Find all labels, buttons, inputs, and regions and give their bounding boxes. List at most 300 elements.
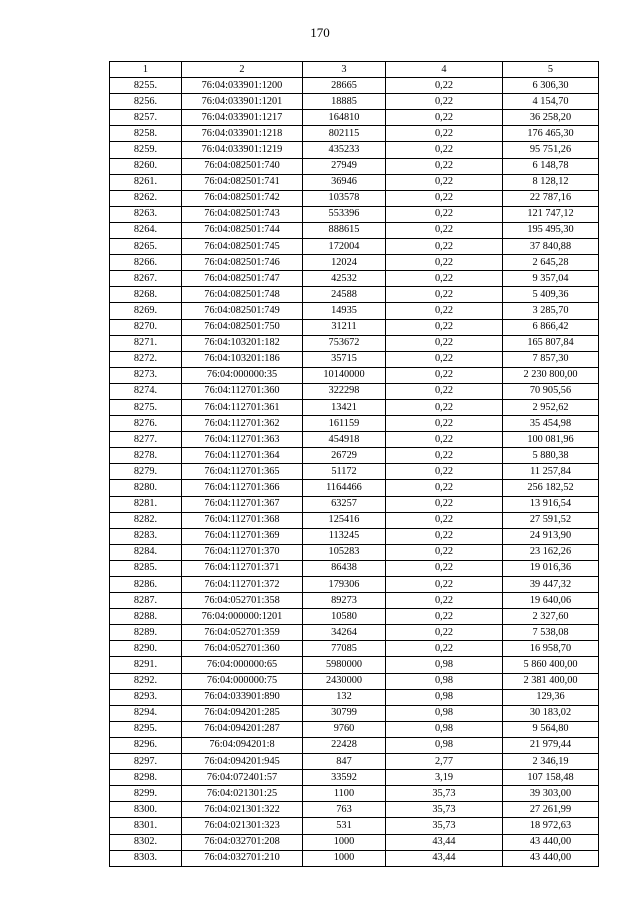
table-row <box>110 818 599 834</box>
cadastral-number-cell: 76:04:112701:370 <box>182 544 303 560</box>
rate-cell: 0,22 <box>386 464 503 480</box>
table-row <box>110 834 599 850</box>
row-number-cell: 8274. <box>110 383 182 399</box>
rate-cell: 0,22 <box>386 174 503 190</box>
table-row <box>110 786 599 802</box>
table-row <box>110 770 599 786</box>
amount-cell: 107 158,48 <box>503 770 599 786</box>
rate-cell: 0,22 <box>386 416 503 432</box>
table-row <box>110 78 599 94</box>
rate-cell: 0,22 <box>386 190 503 206</box>
table-row <box>110 721 599 737</box>
row-number-cell: 8289. <box>110 625 182 641</box>
rate-cell: 0,22 <box>386 78 503 94</box>
row-number-cell: 8260. <box>110 158 182 174</box>
cadastral-number-cell: 76:04:000000:75 <box>182 673 303 689</box>
row-number-cell: 8259. <box>110 142 182 158</box>
cadastral-number-cell: 76:04:052701:360 <box>182 641 303 657</box>
table-row <box>110 206 599 222</box>
rate-cell: 0,22 <box>386 158 503 174</box>
table-row <box>110 174 599 190</box>
table-row <box>110 399 599 415</box>
amount-cell: 23 162,26 <box>503 544 599 560</box>
table-row <box>110 287 599 303</box>
rate-cell: 0,22 <box>386 271 503 287</box>
table-header-row <box>110 62 599 78</box>
area-cell: 1000 <box>303 834 386 850</box>
amount-cell: 3 285,70 <box>503 303 599 319</box>
table-row <box>110 850 599 866</box>
amount-cell: 6 148,78 <box>503 158 599 174</box>
amount-cell: 43 440,00 <box>503 850 599 866</box>
amount-cell: 6 306,30 <box>503 78 599 94</box>
row-number-cell: 8272. <box>110 351 182 367</box>
area-cell: 1100 <box>303 786 386 802</box>
table-row <box>110 593 599 609</box>
row-number-cell: 8294. <box>110 705 182 721</box>
amount-cell: 11 257,84 <box>503 464 599 480</box>
amount-cell: 36 258,20 <box>503 110 599 126</box>
area-cell: 179306 <box>303 577 386 593</box>
rate-cell: 0,98 <box>386 721 503 737</box>
cadastral-number-cell: 76:04:082501:746 <box>182 255 303 271</box>
row-number-cell: 8292. <box>110 673 182 689</box>
row-number-cell: 8280. <box>110 480 182 496</box>
row-number-cell: 8265. <box>110 239 182 255</box>
area-cell: 2430000 <box>303 673 386 689</box>
cadastral-number-cell: 76:04:033901:1219 <box>182 142 303 158</box>
row-number-cell: 8291. <box>110 657 182 673</box>
row-number-cell: 8258. <box>110 126 182 142</box>
cadastral-number-cell: 76:04:082501:749 <box>182 303 303 319</box>
amount-cell: 30 183,02 <box>503 705 599 721</box>
area-cell: 10580 <box>303 609 386 625</box>
rate-cell: 0,22 <box>386 448 503 464</box>
area-cell: 161159 <box>303 416 386 432</box>
rate-cell: 0,22 <box>386 625 503 641</box>
cadastral-number-cell: 76:04:033901:1218 <box>182 126 303 142</box>
amount-cell: 43 440,00 <box>503 834 599 850</box>
amount-cell: 2 230 800,00 <box>503 367 599 383</box>
area-cell: 24588 <box>303 287 386 303</box>
rate-cell: 0,22 <box>386 319 503 335</box>
amount-cell: 256 182,52 <box>503 480 599 496</box>
row-number-cell: 8284. <box>110 544 182 560</box>
cadastral-number-cell: 76:04:112701:361 <box>182 399 303 415</box>
amount-cell: 70 905,56 <box>503 383 599 399</box>
amount-cell: 129,36 <box>503 689 599 705</box>
rate-cell: 0,22 <box>386 335 503 351</box>
rate-cell: 0,22 <box>386 367 503 383</box>
cadastral-number-cell: 76:04:094201:8 <box>182 737 303 753</box>
rate-cell: 0,22 <box>386 383 503 399</box>
area-cell: 13421 <box>303 399 386 415</box>
rate-cell: 3,19 <box>386 770 503 786</box>
amount-cell: 19 016,36 <box>503 560 599 576</box>
rate-cell: 0,22 <box>386 593 503 609</box>
row-number-cell: 8286. <box>110 577 182 593</box>
rate-cell: 0,22 <box>386 110 503 126</box>
row-number-cell: 8257. <box>110 110 182 126</box>
rate-cell: 0,22 <box>386 512 503 528</box>
rate-cell: 0,22 <box>386 206 503 222</box>
row-number-cell: 8277. <box>110 432 182 448</box>
row-number-cell: 8268. <box>110 287 182 303</box>
area-cell: 1000 <box>303 850 386 866</box>
area-cell: 26729 <box>303 448 386 464</box>
amount-cell: 5 860 400,00 <box>503 657 599 673</box>
area-cell: 435233 <box>303 142 386 158</box>
table-row <box>110 528 599 544</box>
table-row <box>110 255 599 271</box>
amount-cell: 27 261,99 <box>503 802 599 818</box>
rate-cell: 0,22 <box>386 222 503 238</box>
area-cell: 14935 <box>303 303 386 319</box>
row-number-cell: 8298. <box>110 770 182 786</box>
amount-cell: 19 640,06 <box>503 593 599 609</box>
amount-cell: 18 972,63 <box>503 818 599 834</box>
table-row <box>110 480 599 496</box>
rate-cell: 0,22 <box>386 303 503 319</box>
amount-cell: 95 751,26 <box>503 142 599 158</box>
cadastral-number-cell: 76:04:082501:748 <box>182 287 303 303</box>
cadastral-number-cell: 76:04:033901:890 <box>182 689 303 705</box>
row-number-cell: 8278. <box>110 448 182 464</box>
cadastral-number-cell: 76:04:033901:1201 <box>182 94 303 110</box>
area-cell: 322298 <box>303 383 386 399</box>
area-cell: 753672 <box>303 335 386 351</box>
area-cell: 22428 <box>303 737 386 753</box>
cadastral-number-cell: 76:04:082501:740 <box>182 158 303 174</box>
rate-cell: 0,98 <box>386 673 503 689</box>
area-cell: 10140000 <box>303 367 386 383</box>
rate-cell: 0,22 <box>386 496 503 512</box>
table-row <box>110 110 599 126</box>
rate-cell: 0,22 <box>386 560 503 576</box>
area-cell: 51172 <box>303 464 386 480</box>
cadastral-number-cell: 76:04:000000:35 <box>182 367 303 383</box>
amount-cell: 9 564,80 <box>503 721 599 737</box>
table-row <box>110 609 599 625</box>
area-cell: 553396 <box>303 206 386 222</box>
row-number-cell: 8256. <box>110 94 182 110</box>
cadastral-number-cell: 76:04:112701:369 <box>182 528 303 544</box>
area-cell: 77085 <box>303 641 386 657</box>
area-cell: 63257 <box>303 496 386 512</box>
rate-cell: 43,44 <box>386 834 503 850</box>
amount-cell: 2 645,28 <box>503 255 599 271</box>
table-row <box>110 577 599 593</box>
amount-cell: 5 409,36 <box>503 287 599 303</box>
cadastral-number-cell: 76:04:052701:358 <box>182 593 303 609</box>
row-number-cell: 8303. <box>110 850 182 866</box>
rate-cell: 0,22 <box>386 528 503 544</box>
row-number-cell: 8266. <box>110 255 182 271</box>
table-row <box>110 560 599 576</box>
area-cell: 172004 <box>303 239 386 255</box>
row-number-cell: 8296. <box>110 737 182 753</box>
cadastral-number-cell: 76:04:021301:323 <box>182 818 303 834</box>
area-cell: 34264 <box>303 625 386 641</box>
row-number-cell: 8293. <box>110 689 182 705</box>
table-row <box>110 705 599 721</box>
amount-cell: 39 303,00 <box>503 786 599 802</box>
row-number-cell: 8290. <box>110 641 182 657</box>
cadastral-number-cell: 76:04:094201:945 <box>182 754 303 770</box>
cadastral-number-cell: 76:04:112701:366 <box>182 480 303 496</box>
area-cell: 36946 <box>303 174 386 190</box>
table-row <box>110 351 599 367</box>
cadastral-number-cell: 76:04:082501:741 <box>182 174 303 190</box>
area-cell: 103578 <box>303 190 386 206</box>
amount-cell: 176 465,30 <box>503 126 599 142</box>
area-cell: 847 <box>303 754 386 770</box>
table-row <box>110 416 599 432</box>
cadastral-number-cell: 76:04:112701:360 <box>182 383 303 399</box>
rate-cell: 0,98 <box>386 737 503 753</box>
cadastral-number-cell: 76:04:021301:322 <box>182 802 303 818</box>
row-number-cell: 8283. <box>110 528 182 544</box>
rate-cell: 0,22 <box>386 577 503 593</box>
row-number-cell: 8269. <box>110 303 182 319</box>
rate-cell: 2,77 <box>386 754 503 770</box>
table-body <box>110 78 599 867</box>
area-cell: 33592 <box>303 770 386 786</box>
area-cell: 86438 <box>303 560 386 576</box>
amount-cell: 21 979,44 <box>503 737 599 753</box>
area-cell: 164810 <box>303 110 386 126</box>
amount-cell: 13 916,54 <box>503 496 599 512</box>
area-cell: 28665 <box>303 78 386 94</box>
cadastral-number-cell: 76:04:052701:359 <box>182 625 303 641</box>
cadastral-number-cell: 76:04:094201:287 <box>182 721 303 737</box>
table-row <box>110 754 599 770</box>
row-number-cell: 8302. <box>110 834 182 850</box>
row-number-cell: 8279. <box>110 464 182 480</box>
row-number-cell: 8262. <box>110 190 182 206</box>
cadastral-number-cell: 76:04:112701:365 <box>182 464 303 480</box>
row-number-cell: 8263. <box>110 206 182 222</box>
table-row <box>110 689 599 705</box>
table-row <box>110 239 599 255</box>
area-cell: 132 <box>303 689 386 705</box>
amount-cell: 24 913,90 <box>503 528 599 544</box>
table-row <box>110 367 599 383</box>
table-row <box>110 222 599 238</box>
cadastral-number-cell: 76:04:082501:747 <box>182 271 303 287</box>
row-number-cell: 8297. <box>110 754 182 770</box>
row-number-cell: 8287. <box>110 593 182 609</box>
area-cell: 27949 <box>303 158 386 174</box>
rate-cell: 0,22 <box>386 287 503 303</box>
table-row <box>110 657 599 673</box>
amount-cell: 195 495,30 <box>503 222 599 238</box>
table-row <box>110 496 599 512</box>
amount-cell: 35 454,98 <box>503 416 599 432</box>
rate-cell: 0,22 <box>386 126 503 142</box>
amount-cell: 16 958,70 <box>503 641 599 657</box>
amount-cell: 8 128,12 <box>503 174 599 190</box>
amount-cell: 39 447,32 <box>503 577 599 593</box>
row-number-cell: 8299. <box>110 786 182 802</box>
amount-cell: 22 787,16 <box>503 190 599 206</box>
cadastral-number-cell: 76:04:032701:210 <box>182 850 303 866</box>
table-row <box>110 319 599 335</box>
rate-cell: 0,22 <box>386 142 503 158</box>
cadastral-number-cell: 76:04:112701:368 <box>182 512 303 528</box>
amount-cell: 7 857,30 <box>503 351 599 367</box>
rate-cell: 0,22 <box>386 399 503 415</box>
cadastral-number-cell: 76:04:112701:362 <box>182 416 303 432</box>
row-number-cell: 8295. <box>110 721 182 737</box>
column-header-5: 5 <box>503 62 599 78</box>
area-cell: 18885 <box>303 94 386 110</box>
area-cell: 42532 <box>303 271 386 287</box>
column-header-2: 2 <box>182 62 303 78</box>
cadastral-number-cell: 76:04:082501:742 <box>182 190 303 206</box>
rate-cell: 0,22 <box>386 609 503 625</box>
rate-cell: 0,98 <box>386 657 503 673</box>
amount-cell: 100 081,96 <box>503 432 599 448</box>
amount-cell: 2 952,62 <box>503 399 599 415</box>
area-cell: 454918 <box>303 432 386 448</box>
row-number-cell: 8270. <box>110 319 182 335</box>
cadastral-number-cell: 76:04:082501:744 <box>182 222 303 238</box>
table-row <box>110 673 599 689</box>
cadastral-number-cell: 76:04:112701:371 <box>182 560 303 576</box>
cadastral-number-cell: 76:04:112701:364 <box>182 448 303 464</box>
table-row <box>110 271 599 287</box>
table-row <box>110 432 599 448</box>
area-cell: 888615 <box>303 222 386 238</box>
rate-cell: 0,22 <box>386 239 503 255</box>
rate-cell: 0,22 <box>386 351 503 367</box>
table-row <box>110 126 599 142</box>
row-number-cell: 8301. <box>110 818 182 834</box>
table-row <box>110 544 599 560</box>
amount-cell: 37 840,88 <box>503 239 599 255</box>
row-number-cell: 8288. <box>110 609 182 625</box>
row-number-cell: 8275. <box>110 399 182 415</box>
amount-cell: 2 327,60 <box>503 609 599 625</box>
rate-cell: 35,73 <box>386 786 503 802</box>
cadastral-number-cell: 76:04:094201:285 <box>182 705 303 721</box>
cadastral-number-cell: 76:04:112701:372 <box>182 577 303 593</box>
amount-cell: 2 381 400,00 <box>503 673 599 689</box>
amount-cell: 5 880,38 <box>503 448 599 464</box>
table-row <box>110 464 599 480</box>
area-cell: 89273 <box>303 593 386 609</box>
cadastral-number-cell: 76:04:000000:65 <box>182 657 303 673</box>
rate-cell: 0,22 <box>386 94 503 110</box>
rate-cell: 0,22 <box>386 480 503 496</box>
rate-cell: 43,44 <box>386 850 503 866</box>
table-row <box>110 383 599 399</box>
area-cell: 113245 <box>303 528 386 544</box>
table-row <box>110 641 599 657</box>
amount-cell: 7 538,08 <box>503 625 599 641</box>
cadastral-number-cell: 76:04:082501:745 <box>182 239 303 255</box>
table-row <box>110 335 599 351</box>
table-row <box>110 158 599 174</box>
rate-cell: 0,98 <box>386 705 503 721</box>
row-number-cell: 8255. <box>110 78 182 94</box>
table-row <box>110 737 599 753</box>
rate-cell: 0,98 <box>386 689 503 705</box>
amount-cell: 2 346,19 <box>503 754 599 770</box>
amount-cell: 121 747,12 <box>503 206 599 222</box>
table-row <box>110 802 599 818</box>
table-row <box>110 142 599 158</box>
table-row <box>110 303 599 319</box>
cadastral-number-cell: 76:04:032701:208 <box>182 834 303 850</box>
area-cell: 105283 <box>303 544 386 560</box>
column-header-4: 4 <box>386 62 503 78</box>
cadastral-number-cell: 76:04:103201:182 <box>182 335 303 351</box>
table-row <box>110 625 599 641</box>
table-row <box>110 94 599 110</box>
area-cell: 12024 <box>303 255 386 271</box>
row-number-cell: 8273. <box>110 367 182 383</box>
area-cell: 802115 <box>303 126 386 142</box>
cadastral-number-cell: 76:04:082501:743 <box>182 206 303 222</box>
row-number-cell: 8264. <box>110 222 182 238</box>
area-cell: 30799 <box>303 705 386 721</box>
row-number-cell: 8261. <box>110 174 182 190</box>
cadastral-number-cell: 76:04:112701:367 <box>182 496 303 512</box>
row-number-cell: 8285. <box>110 560 182 576</box>
table-row <box>110 512 599 528</box>
data-table <box>109 61 599 867</box>
rate-cell: 0,22 <box>386 432 503 448</box>
cadastral-number-cell: 76:04:033901:1200 <box>182 78 303 94</box>
amount-cell: 27 591,52 <box>503 512 599 528</box>
table-row <box>110 448 599 464</box>
area-cell: 31211 <box>303 319 386 335</box>
rate-cell: 35,73 <box>386 818 503 834</box>
area-cell: 1164466 <box>303 480 386 496</box>
cadastral-number-cell: 76:04:082501:750 <box>182 319 303 335</box>
cadastral-number-cell: 76:04:033901:1217 <box>182 110 303 126</box>
row-number-cell: 8267. <box>110 271 182 287</box>
area-cell: 9760 <box>303 721 386 737</box>
area-cell: 125416 <box>303 512 386 528</box>
rate-cell: 0,22 <box>386 641 503 657</box>
row-number-cell: 8300. <box>110 802 182 818</box>
cadastral-number-cell: 76:04:000000:1201 <box>182 609 303 625</box>
rate-cell: 35,73 <box>386 802 503 818</box>
area-cell: 763 <box>303 802 386 818</box>
row-number-cell: 8276. <box>110 416 182 432</box>
amount-cell: 4 154,70 <box>503 94 599 110</box>
area-cell: 35715 <box>303 351 386 367</box>
column-header-3: 3 <box>303 62 386 78</box>
row-number-cell: 8271. <box>110 335 182 351</box>
page-number: 170 <box>310 25 330 40</box>
cadastral-number-cell: 76:04:072401:57 <box>182 770 303 786</box>
area-cell: 5980000 <box>303 657 386 673</box>
amount-cell: 6 866,42 <box>503 319 599 335</box>
rate-cell: 0,22 <box>386 544 503 560</box>
cadastral-number-cell: 76:04:112701:363 <box>182 432 303 448</box>
amount-cell: 9 357,04 <box>503 271 599 287</box>
cadastral-number-cell: 76:04:103201:186 <box>182 351 303 367</box>
rate-cell: 0,22 <box>386 255 503 271</box>
cadastral-number-cell: 76:04:021301:25 <box>182 786 303 802</box>
area-cell: 531 <box>303 818 386 834</box>
table-row <box>110 190 599 206</box>
row-number-cell: 8282. <box>110 512 182 528</box>
